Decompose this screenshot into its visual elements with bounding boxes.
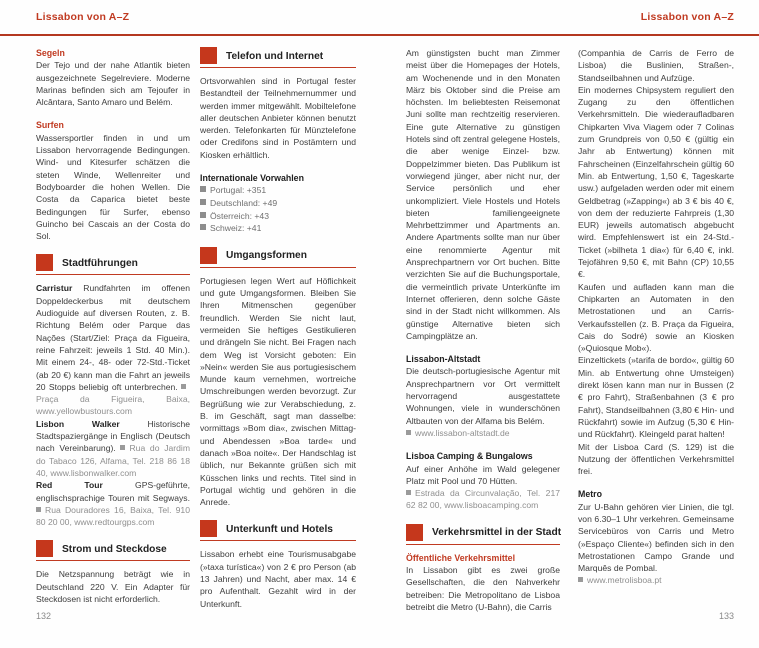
column-1 [36,47,190,605]
section-marker-icon [200,247,217,264]
subheading-red: Surfen [36,120,64,131]
paragraph [406,427,560,439]
list-item [200,197,356,210]
body-text: Am günstigsten bucht man Zimmer meist über die Homepages der Hotels, am Wochenende und in den Monaten März bis Oktober sind die Preise am höchsten. Im beliebtesten Reisemonat Juni sollte man rechtzeitig reservieren. Eine gute Alternative zu günstigen Hotels sind oft zentral gelegene Hostels, die aber wenige Einzel- bzw. Doppelzimmer bieten. Das Publikum ist vorwiegend jünger, aber nicht nur, der Service persönlich und eher unkompliziert. Viele Hostels und Hotels bieten familiengeeignete Mehrbettzimmer und Apartments an. Andere Apartments sollte man nur über eine renommierte Agentur mit Ansprechpartnern vor Ort buchen. Bitte verzichten Sie auf die Buchungsportale, die vermeintlich private Unterkünfte im Internet offerieren, denn solche Gäste sind in der Stadt nicht willkommen. Als günstige Alternative bieten sich Campingplätze an. [406,48,560,341]
bold-lead-text: Red Tour [36,480,103,491]
body-text: GPS-geführte, englischsprachige Touren mit Segways. [36,480,190,503]
paragraph [406,564,560,613]
body-text: Mit der Lisboa Card (S. 129) ist die Nutzung der öffentlichen Verkehrsmittel frei. [578,441,734,477]
section-header [36,540,190,561]
paragraph [578,501,734,575]
section-header [200,47,356,68]
address-text: Praça da Figueira, Baixa, www.yellowbustours.com [36,394,190,417]
paragraph [406,365,560,426]
paragraph [578,574,734,586]
paragraph [200,75,356,161]
address-marker-icon [578,577,583,582]
section-title: Telefon und Internet [226,50,324,62]
body-text: Kaufen und aufladen kann man die Chipkarten an Automaten in den Metrostationen und an Carris-Verkaufsstellen (z. B. Praça da Figueira, Cais do Sodré) sowie an Kiosken (»Quiosque Mob«). [578,281,734,354]
paragraph [578,281,734,355]
body-text: Wassersportler finden in und um Lissabon hervorragende Bedingungen. Wind- und Kitesurfer schätzen die steten Winde, Wellenreiter und Bodyboarder die hohen Wellen. Die Costa da Caparica bietet beste Bedingungen für Surfer, ebenso Guincho bei Cascais an der Costa do Sol. [36,132,190,242]
body-text: (Companhia de Carris de Ferro de Lisboa) die Buslinien, Straßen-, Standseilbahnen und Aufzüge. [578,48,734,83]
body-text: Die deutsch-portugiesische Agentur mit Ansprechpartnern vor Ort vermittelt hervorragend ausgestattete Wohnungen, viele in wunderschönen Altbauten von der Alfama bis Belém. [406,366,560,426]
body-text: Portugiesen legen Wert auf Höflichkeit und gute Umgangsformen. Bleiben Sie Ihren Mitmenschen gegenüber freundlich. Werden Sie nicht laut, vermeiden Sie heftiges Gestikulieren und drängeln Sie nicht. Bei Fragen nach dem Weg ist Vorsicht geboten: Ein »Nein« werden Sie aus portugiesischem Munde kaum vernehmen, wortreiche Umschreibungen werden bevorzugt. Zur Begrüßung wie zur Verabschiedung, z. B. im Geschäft, sagt man dasselbe: vormittags »Bom dia«, zwischen Mittag- und Abendessen »Boa tarde« und danach »Boa noite«. Der Handschlag ist üblich, nur Bekannte grüßen sich mit Küsschen links und rechts. Titel sind in Portugal wichtig und gehören in die Anrede. [200,275,356,508]
paragraph [578,354,734,440]
section-marker-icon [406,524,423,541]
address-marker-icon [406,430,411,435]
list-item [200,184,356,197]
address-text: Estrada da Circunvalação, Tel. 217 62 82 00, www.lisboacamping.com [406,488,560,511]
paragraph [578,47,734,84]
body-text: Ein modernes Chipsystem reguliert den Zugang zu den öffentlichen Verkehrsmitteln. Die wiederaufladbaren Chipkarten Viva Viagem oder 7 Colinas zum Grundpreis von 0,50 € (gültig ein Jahr ab Entwertung) können mit Fahrscheinen (Einzelfahrschein gültig 60 Min. ab Entwertung, 1,50 €, Tageskarte usw.) aufgeladen werden oder mit einem Geldbetrag (»Zapping«) ab 3 € bis 40 €, von dem der reduzierte Fahrpreis (1,30 EUR) jeweils automatisch abgebucht wird. Empfehlenswert ist ein 24-Std.-Ticket (»bilheta 1 dia«) für 6,40 €, inkl. Tejofähren 9,50 €, mit Bahn (CP) 10,55 €. [578,84,734,280]
list-marker-icon [200,199,206,205]
paragraph [36,568,190,605]
section-marker-icon [36,540,53,557]
body-text: Lissabon erhebt eine Tourismusabgabe (»taxa turística«) von 2 € pro Person (ab 13 Jahren) und Nacht, aber max. 14 € pro Aufenthalt. Gezahlt wird in der Unterkunft. [200,549,356,609]
address-marker-icon [36,507,41,512]
paragraph [406,487,560,512]
list-item-text: Österreich: +43 [210,210,269,221]
subheading-black: Lissabon-Altstadt [406,354,481,365]
body-text: Rundfahrten im offenen Doppeldeckerbus mit deutschem Audioguide auf diversen Routen, z. B. Richtung Belém oder Parque das Nações (Start/Ziel: Praça da Figueira, reine Fahrzeit: jeweils 1 Std. 40 Min.). Mit einem 24-, 48- oder 72-Std.-Ticket (ab 20 €) kann man die Fahrt an jeweils 20 Stopps beliebig oft unterbrechen. [36,283,190,392]
paragraph [36,132,190,243]
running-head-left: Lissabon von A–Z [36,11,130,23]
list-item-text: Deutschland: +49 [210,197,278,208]
list-item-text: Portugal: +351 [210,185,267,196]
subheading-red: Segeln [36,48,65,58]
bold-lead-text: Carristur [36,283,73,294]
address-text: www.metrolisboa.pt [587,575,662,586]
address-marker-icon [181,384,186,389]
section-header [36,254,190,275]
paragraph [578,441,734,478]
address-text: Rua Douradores 16, Baixa, Tel. 910 80 20 00, www.redtourgps.com [36,504,190,528]
section-title: Unterkunft und Hotels [226,524,333,536]
body-text: Ortsvorwahlen sind in Portugal fester Bestandteil der Teilnehmernummer und werden immer mitgewählt. Mobiltelefone aller deutschen Anbieter können benutzt werden. Telefonkarten für Münztelefone oder Credifons sind in Postämtern und Kiosken erhältlich. [200,76,356,160]
section-marker-icon [36,254,53,271]
paragraph [578,84,734,281]
list-item-text: Schweiz: +41 [210,223,262,234]
list-item [200,210,356,223]
bold-lead-text: Lisbon Walker [36,418,120,429]
section-marker-icon [200,47,217,64]
body-text: In Lissabon gibt es zwei große Gesellschaften, die den Nahverkehr betreiben: Die Metropolitano de Lisboa betreibt die Metro (U-Bahn), die Carris [406,564,560,612]
list-marker-icon [200,186,206,192]
list-marker-icon [200,224,206,230]
subheading-black: Metro [578,489,602,500]
address-marker-icon [406,490,411,495]
body-text: Die Netzspannung beträgt wie in Deutschland 220 V. Ein Adapter für Steckdosen ist nicht erforderlich. [36,569,190,604]
paragraph [200,548,356,609]
address-text: www.lissabon-altstadt.de [415,427,510,438]
column-4 [578,47,734,587]
paragraph [36,479,190,528]
list-item [200,222,356,235]
section-title: Verkehrsmittel in der Stadt [432,527,562,539]
paragraph [36,282,190,417]
section-header [406,524,560,545]
body-text: Historische Stadtspaziergänge in Englisch (Deutsch nach Vereinbarung). [36,418,190,454]
address-text: Rua do Jardim do Tabaco 126, Alfama, Tel. 218 86 18 40, www.lisbonwalker.com [36,443,190,478]
subheading-black: Internationale Vorwahlen [200,173,304,184]
address-marker-icon [120,445,125,450]
paragraph [406,47,560,342]
column-3 [406,47,560,613]
subheading-red: Öffentliche Verkehrsmittel [406,552,516,563]
body-text: Zur U-Bahn gehören vier Linien, die tgl. von 6.30–1 Uhr verkehren. Gemeinsame Servicebüros von Carris und Metro (»Espaço Cliente«) befinden sich in den Metrostationen Campo Grande und Marquês de Pombal. [578,501,734,574]
paragraph [200,275,356,509]
paragraph [36,59,190,108]
section-title: Strom und Steckdose [62,544,167,556]
body-text: Auf einer Anhöhe im Wald gelegener Platz mit Pool und 70 Hütten. [406,463,560,486]
subheading-black: Lisboa Camping & Bungalows [406,451,533,462]
paragraph [406,463,560,488]
body-text: Einzeltickets (»tarifa de bordo«, gültig 60 Min. ab Entwertung ohne Umsteigen) direkt lösen kann man nur in Bussen (2 € pro Fahrt), Straßenbahnen (3 € pro Fahrt), Standseilbahnen (3,80 € Hin- und Rückfahrt) sowie im Aufzug (5,30 € Hin- und Rückfahrt). Kleingeld parat halten! [578,355,734,440]
page-number-right: 133 [718,611,734,621]
header-rule [0,34,759,36]
page-number-left: 132 [36,611,52,621]
section-title: Stadtführungen [62,258,138,270]
column-2 [200,47,356,610]
paragraph [36,418,190,479]
body-text: Der Tejo und der nahe Atlantik bieten ausgezeichnete Segelreviere. Moderne Marinas befinden sich am Tejoufer in Alcântara, Santo Amaro und Belém. [36,60,190,108]
section-title: Umgangsformen [226,250,307,262]
section-marker-icon [200,520,217,537]
list-marker-icon [200,212,206,218]
running-head-right: Lissabon von A–Z [640,11,734,23]
section-header [200,520,356,541]
section-header [200,247,356,268]
